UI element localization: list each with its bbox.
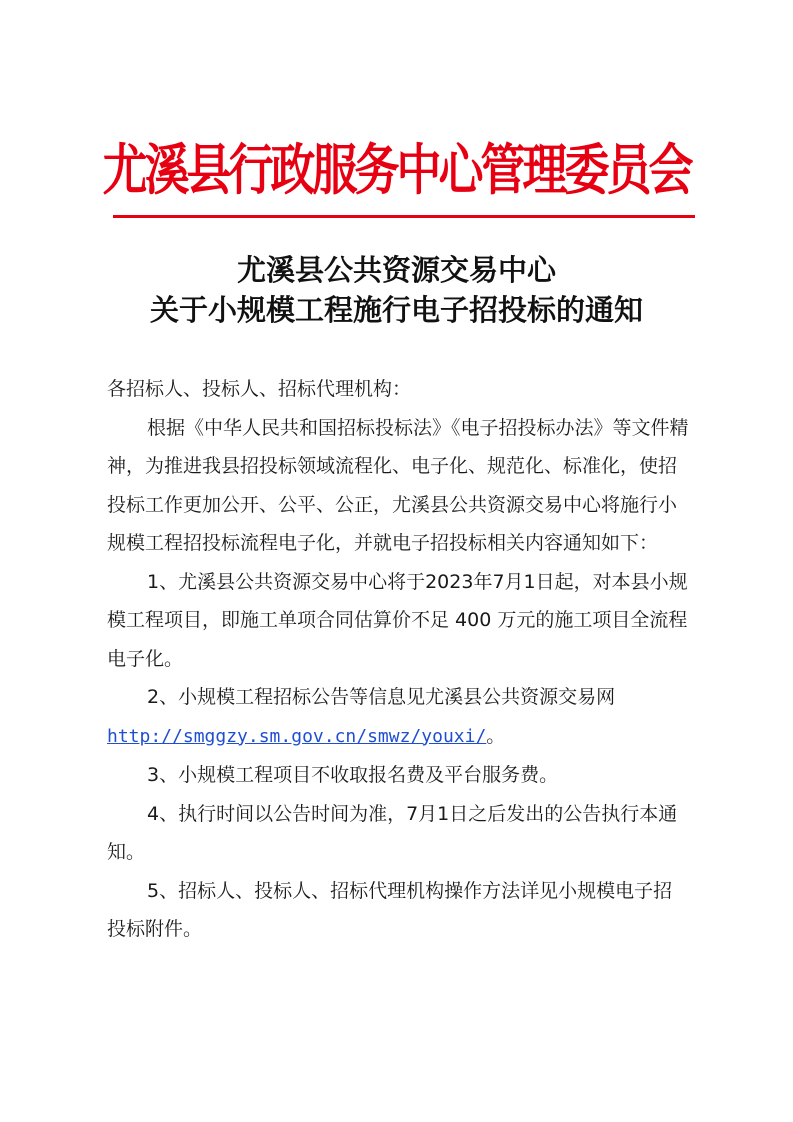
- notice-title-line1: 尤溪县公共资源交易中心: [236, 253, 556, 287]
- masthead-org-name: 尤溪县行政服务中心管理委员会: [102, 137, 691, 203]
- item-5-paragraph: 5、招标人、投标人、招标代理机构操作方法详见小规模电子招投标附件。: [107, 879, 673, 940]
- item-4-paragraph: 4、执行时间以公告时间为准，7月1日之后发出的公告执行本通知。: [107, 802, 678, 863]
- item-2-end: 。: [486, 724, 506, 747]
- item-3-paragraph: 3、小规模工程项目不收取报名费及平台服务费。: [147, 764, 559, 786]
- salutation: 各招标人、投标人、招标代理机构：: [107, 378, 412, 400]
- notice-title-line2: 关于小规模工程施行电子招投标的通知: [149, 293, 643, 327]
- masthead-red-rule: [113, 215, 695, 218]
- notice-body: [107, 370, 689, 949]
- trading-site-link[interactable]: http://smggzy.sm.gov.cn/smwz/youxi/: [107, 725, 487, 747]
- item-1-paragraph: 1、尤溪县公共资源交易中心将于2023年7月1日起，对本县小规模工程项目，即施工单项合同估算价不足 400 万元的施工项目全流程电子化。: [107, 570, 688, 670]
- item-2-text: 2、小规模工程招标公告等信息见尤溪县公共资源交易网: [147, 686, 616, 708]
- item-2-paragraph: [107, 678, 689, 756]
- intro-paragraph: 根据《中华人民共和国招标投标法》《电子招投标办法》等文件精神，为推进我县招投标领域流程化、电子化、规范化、标准化，使招投标工作更加公开、公平、公正，尤溪县公共资源交易中心将施行小规模工程招投标流程电子化，并就电子招投标相关内容通知如下：: [107, 416, 689, 554]
